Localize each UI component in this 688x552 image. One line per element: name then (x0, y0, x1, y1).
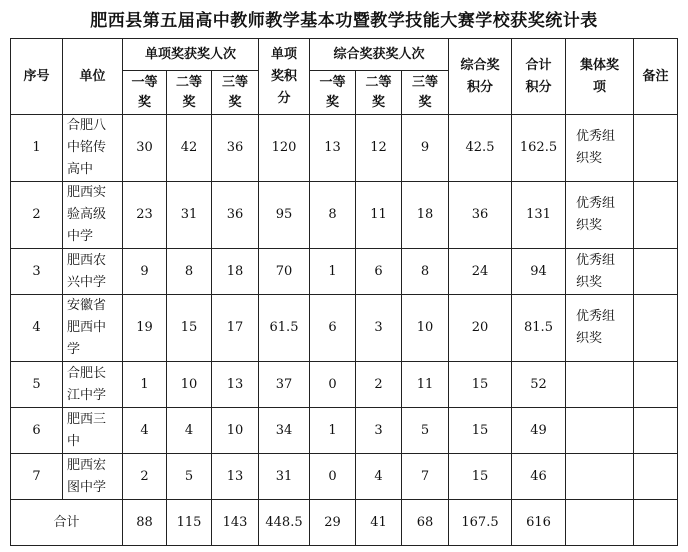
cell-single-third: 10 (212, 408, 259, 454)
cell-single-first: 4 (123, 408, 167, 454)
header-row-top (11, 39, 678, 71)
cell-seq: 1 (11, 115, 63, 182)
totals-row (11, 500, 678, 546)
cell-single-first: 1 (123, 362, 167, 408)
cell-unit: 合肥八中铭传高中 (63, 115, 123, 182)
cell-collective-award: 优秀组织奖 (566, 295, 634, 362)
cell-seq: 7 (11, 454, 63, 500)
cell-total-score: 131 (512, 182, 566, 249)
cell-single-third: 36 (212, 115, 259, 182)
cell-combined-third: 18 (402, 182, 449, 249)
cell-combined-second: 3 (356, 295, 402, 362)
cell-single-third: 18 (212, 249, 259, 295)
cell-single-third: 17 (212, 295, 259, 362)
cell-unit: 肥西宏图中学 (63, 454, 123, 500)
cell-single-third: 13 (212, 454, 259, 500)
cell-single-score: 37 (259, 362, 310, 408)
header-combined-award-group: 综合奖获奖人次 (310, 39, 449, 71)
cell-single-score: 95 (259, 182, 310, 249)
cell-total-score: 46 (512, 454, 566, 500)
cell-combined-first: 29 (310, 500, 356, 546)
cell-collective-award: 优秀组织奖 (566, 182, 634, 249)
header-single-award-group: 单项奖获奖人次 (123, 39, 259, 71)
cell-combined-first: 0 (310, 454, 356, 500)
cell-single-score: 34 (259, 408, 310, 454)
cell-single-first: 19 (123, 295, 167, 362)
cell-remark (634, 249, 678, 295)
cell-unit: 肥西三中 (63, 408, 123, 454)
cell-seq: 6 (11, 408, 63, 454)
header-remark: 备注 (634, 39, 678, 115)
cell-remark (634, 182, 678, 249)
cell-single-first: 30 (123, 115, 167, 182)
cell-collective-award: 优秀组织奖 (566, 115, 634, 182)
cell-combined-third: 8 (402, 249, 449, 295)
page-title: 肥西县第五届高中教师教学基本功暨教学技能大赛学校获奖统计表 (90, 11, 598, 31)
table-row (11, 295, 678, 362)
cell-collective-award (566, 408, 634, 454)
cell-single-second: 4 (167, 408, 212, 454)
header-single-third: 三等奖 (212, 71, 259, 115)
cell-seq: 5 (11, 362, 63, 408)
header-combined-second: 二等奖 (356, 71, 402, 115)
cell-combined-score: 167.5 (449, 500, 512, 546)
cell-combined-third: 10 (402, 295, 449, 362)
cell-combined-third: 7 (402, 454, 449, 500)
cell-combined-second: 12 (356, 115, 402, 182)
cell-single-score: 31 (259, 454, 310, 500)
cell-combined-score: 15 (449, 362, 512, 408)
cell-single-score: 120 (259, 115, 310, 182)
cell-single-score: 61.5 (259, 295, 310, 362)
cell-collective-award (566, 454, 634, 500)
cell-single-second: 115 (167, 500, 212, 546)
cell-single-third: 13 (212, 362, 259, 408)
header-seq: 序号 (11, 39, 63, 115)
cell-unit: 肥西农兴中学 (63, 249, 123, 295)
cell-total-score: 49 (512, 408, 566, 454)
cell-combined-second: 3 (356, 408, 402, 454)
table-row (11, 454, 678, 500)
cell-totals-label: 合计 (11, 500, 123, 546)
cell-single-second: 8 (167, 249, 212, 295)
cell-single-third: 36 (212, 182, 259, 249)
cell-combined-score: 15 (449, 408, 512, 454)
header-collective-award: 集体奖项 (566, 39, 634, 115)
cell-total-score: 81.5 (512, 295, 566, 362)
cell-single-second: 42 (167, 115, 212, 182)
cell-total-score: 162.5 (512, 115, 566, 182)
cell-combined-second: 6 (356, 249, 402, 295)
cell-remark (634, 408, 678, 454)
cell-total-score: 616 (512, 500, 566, 546)
cell-collective-award (566, 500, 634, 546)
cell-combined-first: 1 (310, 408, 356, 454)
cell-combined-second: 4 (356, 454, 402, 500)
cell-seq: 4 (11, 295, 63, 362)
table-row (11, 362, 678, 408)
cell-single-first: 23 (123, 182, 167, 249)
cell-combined-second: 11 (356, 182, 402, 249)
cell-single-first: 2 (123, 454, 167, 500)
cell-combined-third: 68 (402, 500, 449, 546)
cell-single-score: 448.5 (259, 500, 310, 546)
cell-single-second: 10 (167, 362, 212, 408)
cell-combined-first: 0 (310, 362, 356, 408)
cell-remark (634, 500, 678, 546)
header-single-first: 一等奖 (123, 71, 167, 115)
cell-combined-second: 41 (356, 500, 402, 546)
cell-seq: 3 (11, 249, 63, 295)
cell-seq: 2 (11, 182, 63, 249)
cell-total-score: 52 (512, 362, 566, 408)
header-combined-score: 综合奖积分 (449, 39, 512, 115)
cell-combined-first: 1 (310, 249, 356, 295)
header-total-score: 合计积分 (512, 39, 566, 115)
header-combined-third: 三等奖 (402, 71, 449, 115)
cell-unit: 安徽省肥西中学 (63, 295, 123, 362)
table-row (11, 408, 678, 454)
header-single-second: 二等奖 (167, 71, 212, 115)
cell-remark (634, 295, 678, 362)
cell-combined-first: 6 (310, 295, 356, 362)
cell-combined-score: 20 (449, 295, 512, 362)
header-single-score: 单项奖积分 (259, 39, 310, 115)
cell-combined-score: 36 (449, 182, 512, 249)
table-row (11, 182, 678, 249)
cell-combined-second: 2 (356, 362, 402, 408)
award-statistics-table (10, 38, 678, 546)
cell-unit: 肥西实验高级中学 (63, 182, 123, 249)
cell-single-third: 143 (212, 500, 259, 546)
cell-single-first: 88 (123, 500, 167, 546)
cell-single-second: 31 (167, 182, 212, 249)
cell-combined-score: 15 (449, 454, 512, 500)
cell-combined-third: 11 (402, 362, 449, 408)
cell-single-second: 5 (167, 454, 212, 500)
header-unit: 单位 (63, 39, 123, 115)
cell-collective-award: 优秀组织奖 (566, 249, 634, 295)
cell-remark (634, 362, 678, 408)
cell-combined-score: 42.5 (449, 115, 512, 182)
cell-remark (634, 115, 678, 182)
table-row (11, 115, 678, 182)
cell-total-score: 94 (512, 249, 566, 295)
cell-combined-first: 8 (310, 182, 356, 249)
cell-unit: 合肥长江中学 (63, 362, 123, 408)
cell-single-second: 15 (167, 295, 212, 362)
cell-combined-score: 24 (449, 249, 512, 295)
cell-combined-third: 9 (402, 115, 449, 182)
header-combined-first: 一等奖 (310, 71, 356, 115)
cell-remark (634, 454, 678, 500)
cell-single-first: 9 (123, 249, 167, 295)
cell-combined-third: 5 (402, 408, 449, 454)
cell-combined-first: 13 (310, 115, 356, 182)
cell-single-score: 70 (259, 249, 310, 295)
cell-collective-award (566, 362, 634, 408)
table-row (11, 249, 678, 295)
